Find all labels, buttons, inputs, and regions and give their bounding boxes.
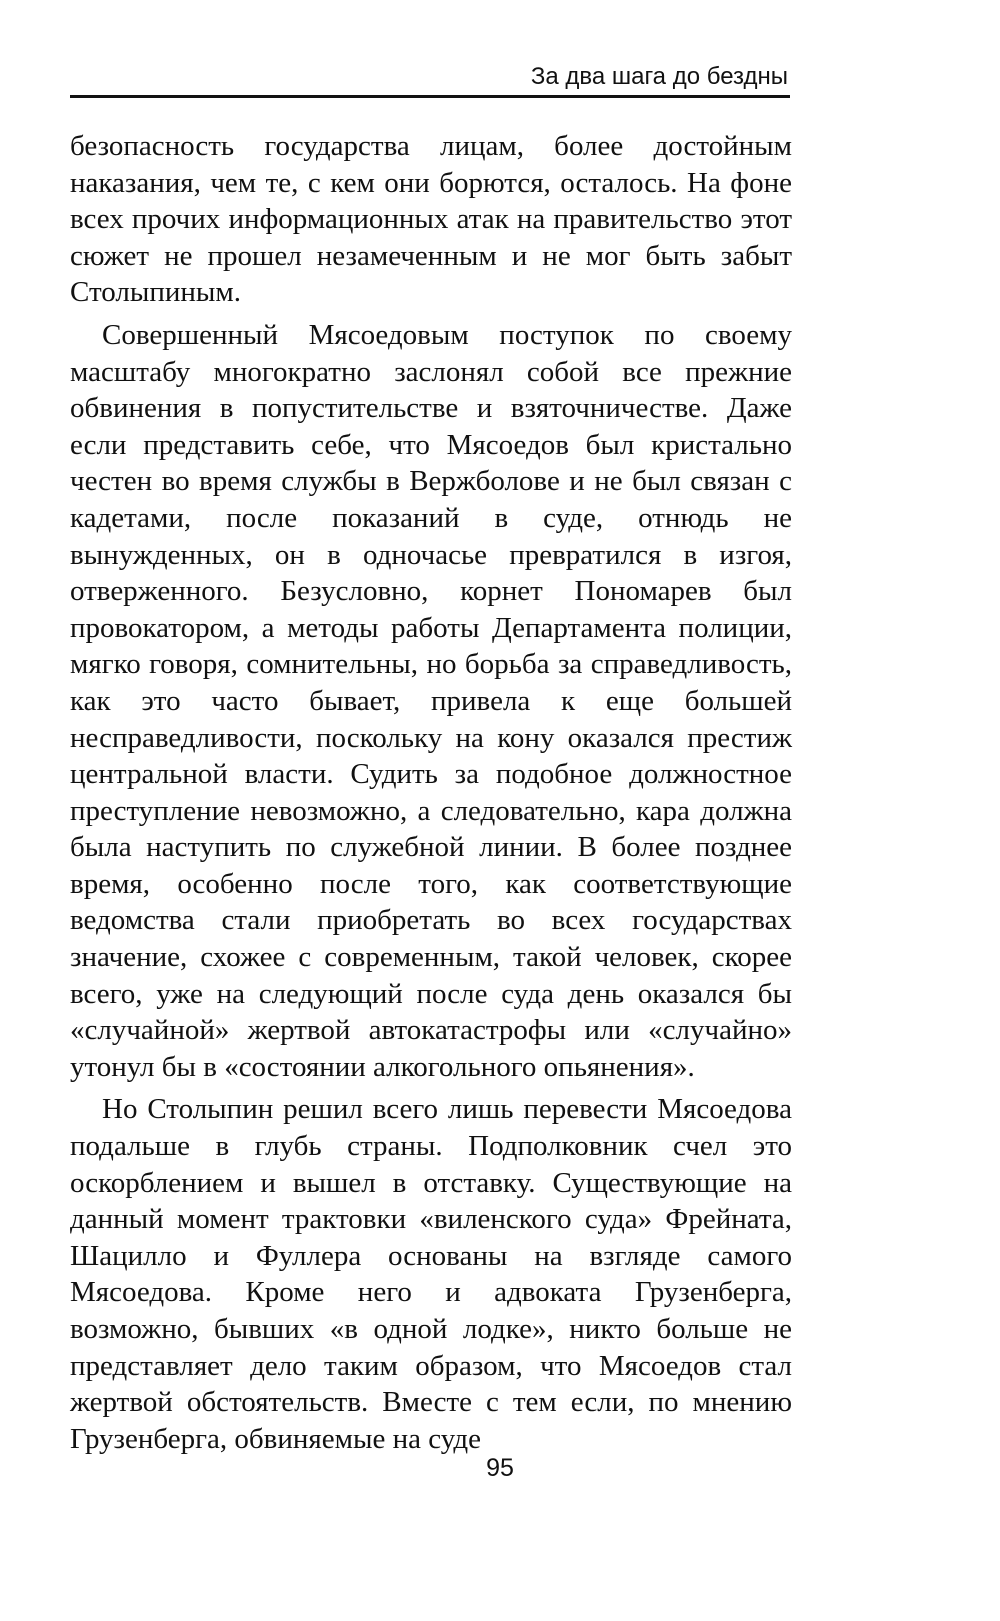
paragraph: Совершенный Мясоедовым поступок по своему масштабу многократно заслонял собой все прежние обвинения в попустительстве и взяточничестве. Даже если представить себе, что Мясоедов был кристально честен во время службы в Вержболове и не был связан с кадетами, после показаний в суде, отнюдь не вынужденных, он в одночасье превратился в изгоя, отверженного. Безусловно, корнет Пономарев был провокатором, а методы работы Департамента полиции, мягко говоря, сомнительны, но борьба за справедливость, как это часто бывает, привела к еще большей несправедливости, поскольку на кону оказался престиж центральной власти. Судить за подобное должностное преступление невозможно, а следовательно, кара должна была наступить по служебной линии. В более позднее время, особенно после того, как соответствующие ведомства стали приобретать во всех государствах значение, схожее с современным, такой человек, скорее всего, уже на следующий после суда день оказался бы «случайной» жертвой автокатастрофы или «случайно» утонул бы в «состоянии алкогольного опьянения».: [70, 318, 792, 1083]
running-head-title: За два шага до бездны: [530, 63, 788, 90]
running-head: [70, 62, 790, 98]
paragraph: Но Столыпин решил всего лишь перевести Мясоедова подальше в глубь страны. Подполковник счел это оскорблением и вышел в отставку. Существующие на данный момент трактовки «виленского суда» Фрейната, Шацилло и Фуллера основаны на взгляде самого Мясоедова. Кроме него и адвоката Грузенберга, возможно, бывших «в одной лодке», никто больше не представляет дело таким образом, что Мясоедов стал жертвой обстоятельств. Вместе с тем если, по мнению Грузенберга, обвиняемые на суде: [70, 1093, 792, 1455]
paragraph-continuation: безопасность государства лицам, более достойным наказания, чем те, с кем они борются, осталось. На фоне всех прочих информационных атак на правительство этот сюжет не прошел незамеченным и не мог быть забыт Столыпиным.: [70, 130, 792, 309]
body-text: [70, 128, 792, 1457]
page-number: 95: [486, 1454, 514, 1482]
